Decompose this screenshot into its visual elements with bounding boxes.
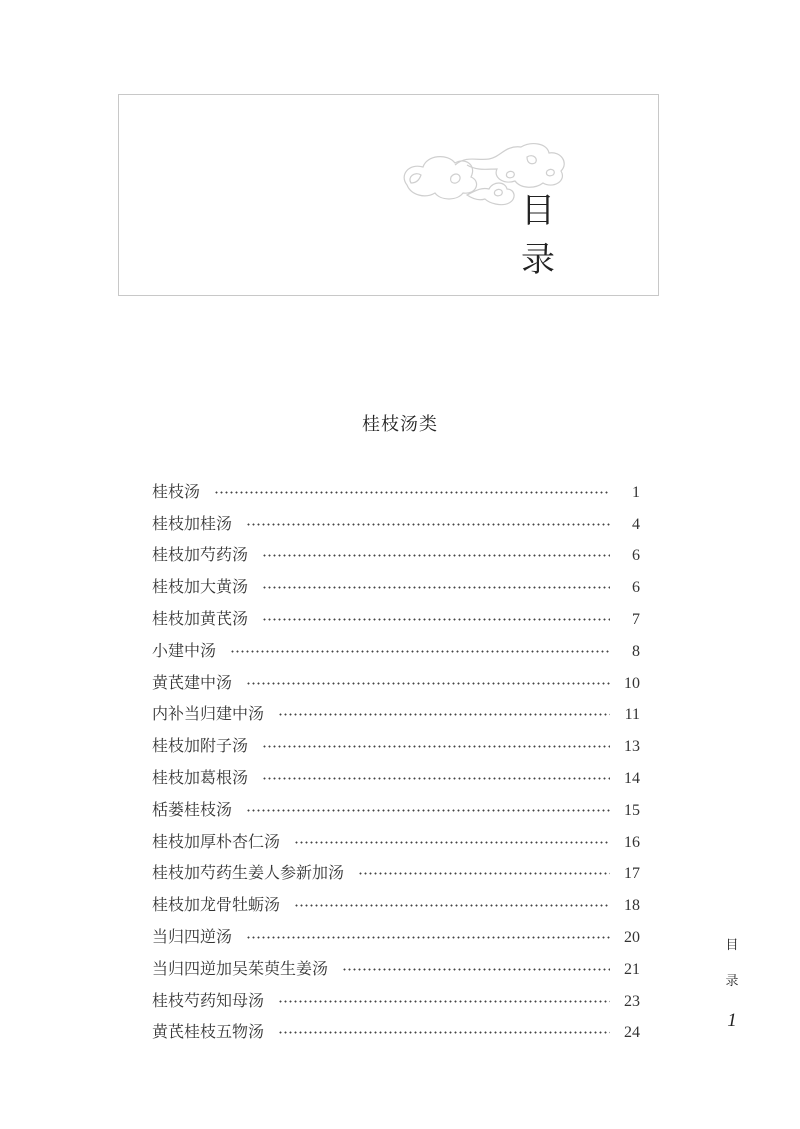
toc-entry-page: 6 (632, 579, 640, 597)
toc-entry-page: 24 (624, 1024, 640, 1042)
toc-header-title: 目 录 (521, 191, 585, 280)
page-number: 1 (727, 1010, 737, 1031)
toc-entry-page: 8 (632, 642, 640, 660)
toc-entry-label: 当归四逆加吴茱萸生姜汤 (152, 958, 329, 978)
toc-entry-label: 桂枝加芍药汤 (152, 545, 249, 565)
toc-entry[interactable] (152, 756, 640, 788)
toc-entry[interactable] (152, 661, 640, 693)
toc-entry-page: 23 (624, 992, 640, 1010)
toc-entry-label: 桂枝芍药知母汤 (152, 990, 265, 1010)
toc-entry[interactable] (152, 724, 640, 756)
dot-leader (294, 841, 610, 844)
dot-leader (246, 809, 610, 812)
toc-entry[interactable] (152, 820, 640, 852)
toc-entry-label: 黄芪建中汤 (152, 672, 233, 692)
toc-entry[interactable] (152, 788, 640, 820)
toc-entry-page: 1 (632, 483, 640, 501)
dot-leader (342, 968, 610, 971)
toc-header-box (118, 94, 659, 296)
dot-leader (262, 586, 610, 589)
dot-leader (294, 904, 610, 907)
toc-entry-page: 4 (632, 515, 640, 533)
dot-leader (278, 713, 610, 716)
side-running-head (722, 934, 742, 1032)
dot-leader (358, 872, 610, 875)
toc-entry-label: 桂枝加厚朴杏仁汤 (152, 831, 281, 851)
dot-leader (278, 1031, 610, 1034)
toc-entry-page: 7 (632, 610, 640, 628)
dot-leader (246, 682, 610, 685)
section-title: 桂枝汤类 (362, 414, 438, 435)
toc-entry[interactable] (152, 852, 640, 884)
toc-entry-page: 10 (624, 674, 640, 692)
toc-entry[interactable] (152, 947, 640, 979)
toc-entry-page: 15 (624, 801, 640, 819)
toc-entry-label: 桂枝加桂汤 (152, 513, 233, 533)
toc-entry[interactable] (152, 1011, 640, 1043)
toc-entry-label: 当归四逆汤 (152, 926, 233, 946)
dot-leader (262, 554, 610, 557)
side-char-1: 目 (725, 938, 739, 953)
toc-entry-label: 桂枝加附子汤 (152, 736, 249, 756)
dot-leader (230, 650, 610, 653)
toc-entry-page: 18 (624, 897, 640, 915)
toc-entry-label: 桂枝加葛根汤 (152, 767, 249, 787)
side-char-2: 录 (725, 974, 739, 989)
toc-entry-label: 小建中汤 (152, 640, 217, 660)
toc-entry[interactable] (152, 979, 640, 1011)
dot-leader (246, 523, 610, 526)
toc-entry-page: 11 (624, 706, 640, 724)
toc-entry[interactable] (152, 597, 640, 629)
toc-entry-page: 13 (624, 738, 640, 756)
toc-entry-label: 桂枝加黄芪汤 (152, 608, 249, 628)
dot-leader (278, 1000, 610, 1003)
dot-leader (262, 618, 610, 621)
toc-entry-label: 黄芪桂枝五物汤 (152, 1022, 265, 1042)
toc-entry-page: 16 (624, 833, 640, 851)
toc-entry-page: 21 (624, 960, 640, 978)
dot-leader (214, 491, 610, 494)
toc-entry[interactable] (152, 915, 640, 947)
dot-leader (262, 745, 610, 748)
toc-entry-page: 6 (632, 547, 640, 565)
toc-entry[interactable] (152, 565, 640, 597)
toc-entry[interactable] (152, 470, 640, 502)
toc-entry-page: 20 (624, 928, 640, 946)
toc-entry-label: 内补当归建中汤 (152, 704, 265, 724)
toc-entry-label: 桂枝汤 (152, 481, 201, 501)
dot-leader (246, 936, 610, 939)
toc-list (152, 470, 640, 1042)
dot-leader (262, 777, 610, 780)
toc-entry-label: 桂枝加龙骨牡蛎汤 (152, 895, 281, 915)
toc-entry-page: 17 (624, 865, 640, 883)
toc-entry[interactable] (152, 502, 640, 534)
toc-entry-page: 14 (624, 769, 640, 787)
toc-entry-label: 栝蒌桂枝汤 (152, 799, 233, 819)
toc-entry[interactable] (152, 883, 640, 915)
toc-entry[interactable] (152, 693, 640, 725)
toc-entry-label: 桂枝加芍药生姜人参新加汤 (152, 863, 345, 883)
toc-entry[interactable] (152, 629, 640, 661)
toc-entry[interactable] (152, 534, 640, 566)
toc-entry-label: 桂枝加大黄汤 (152, 577, 249, 597)
